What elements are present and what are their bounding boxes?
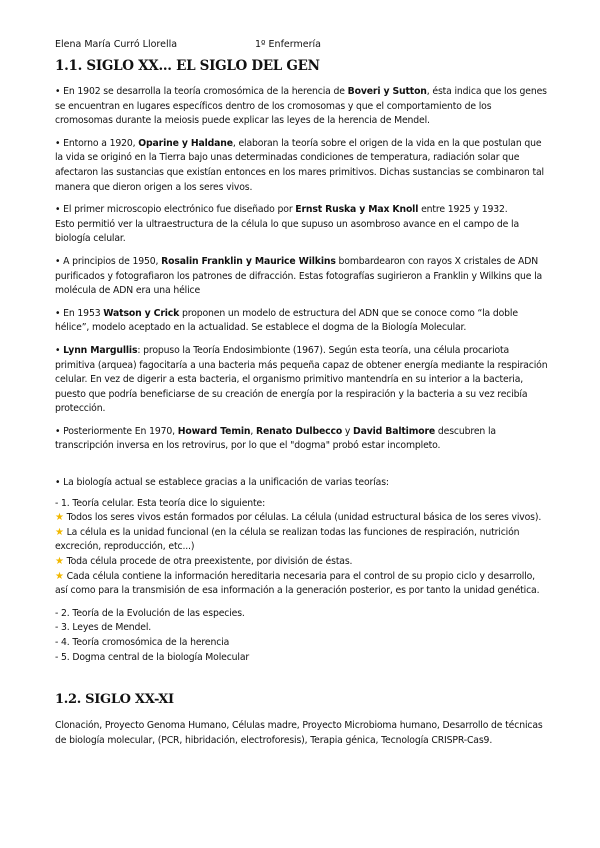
document-page bbox=[55, 38, 550, 756]
list-item: - 4. Teoría cromosómica de la herencia bbox=[55, 637, 230, 648]
paragraph-watson-crick: • En 1953 Watson y Crick proponen un modelo de estructura del ADN que se conoce como “la doble hélice”, modelo aceptado en la actualidad. Se establece el dogma de la Biología Molecular. bbox=[55, 307, 518, 334]
paragraph-boveri-sutton: • En 1902 se desarrolla la teoría cromosómica de la herencia de Boveri y Sutton, ésta indica que los genes se encuentran en lugares específicos dentro de los cromosomas y que el comportamiento de los cromosomas durante la meiosis puede explicar las leyes de la herencia de Mendel. bbox=[55, 86, 547, 127]
cell-theory-point-3: ★ Toda célula procede de otra preexistente, por división de éstas. bbox=[55, 556, 353, 568]
paragraph-electron-microscope: • El primer microscopio electrónico fue diseñado por Ernst Ruska y Max Knoll entre 1925 y 1932. Esto permitió ver la ultraestructura de la célula lo que supuso un asombroso avance en el campo de la biología celular. bbox=[55, 204, 520, 245]
author-name: Elena María Curró Llorella bbox=[55, 39, 178, 50]
section-2-title: 1.2. SIGLO XX-XI bbox=[55, 692, 174, 708]
star-icon: ★ bbox=[55, 570, 64, 582]
unification-intro: • La biología actual se establece gracias a la unificación de varias teorías: bbox=[55, 477, 389, 489]
section-1-title: 1.1. SIGLO XX... EL SIGLO DEL GEN bbox=[55, 58, 320, 74]
list-item: - 5. Dogma central de la biología Molecular bbox=[55, 651, 250, 663]
star-icon: ★ bbox=[55, 512, 64, 524]
paragraph-21st-century: Clonación, Proyecto Genoma Humano, Células madre, Proyecto Microbioma humano, Desarrollo de técnicas de biología molecular, (PCR, hibridación, electroforesis), Terapia génica, Tecnología CRISPR-Cas9. bbox=[55, 720, 543, 746]
list-item: - 3. Leyes de Mendel. bbox=[55, 622, 152, 634]
cell-theory-point-2: ★ La célula es la unidad funcional (en la célula se realizan todas las funciones de respiración, nutrición excreción, reproducción, etc...) bbox=[55, 526, 520, 553]
cell-theory-point-4: ★ Cada célula contiene la información hereditaria necesaria para el control de su propio ciclo y desarrollo, así como para la transmisión de esa información a la generación posterior, es por tanto la unidad genética. bbox=[55, 570, 540, 597]
paragraph-margullis: • Lynn Margullis: propuso la Teoría Endosimbionte (1967). Según esta teoría, una célula procariota primitiva (arquea) fagocitaría a una bacteria más pequeña capaz de obtener energía mediante la respiración celular. En vez de digerir a esta bacteria, el organismo primitivo mantendría en su interior a la bacteria, puesto que podría beneficiarse de su creación de energía por la respiración y la bacteria a su vez recibía protección. bbox=[55, 344, 548, 415]
theories-list bbox=[55, 607, 550, 665]
star-icon: ★ bbox=[55, 526, 64, 538]
cell-theory-heading: - 1. Teoría celular. Esta teoría dice lo siguiente: bbox=[55, 497, 266, 509]
paragraph-oparine-haldane: • Entorno a 1920, Oparine y Haldane, elaboran la teoría sobre el origen de la vida en la que postulan que la vida se originó en la Tierra bajo unas determinadas condiciones de temperatura, radiación solar que afectaron las sustancias que existían entonces en los mares primitivos. Dichas sustancias se combinaron tal manera que dieron origen a los seres vivos. bbox=[55, 137, 544, 193]
cell-theory-point-1: ★ Todos los seres vivos están formados por células. La célula (unidad estructural básica de los seres vivos). bbox=[55, 512, 542, 524]
document-header bbox=[55, 38, 550, 51]
paragraph-reverse-transcription: • Posteriormente En 1970, Howard Temin, Renato Dulbecco y David Baltimore descubren la transcripción inversa en los retrovirus, por lo que el "dogma" probó estar incompleto. bbox=[55, 425, 496, 452]
course-name: 1º Enfermería bbox=[255, 39, 321, 50]
paragraph-franklin-wilkins: • A principios de 1950, Rosalin Franklin y Maurice Wilkins bombardearon con rayos X cristales de ADN purificados y fotografiaron los patrones de difracción. Estas fotografías sugirieron a Franklin y Wilkins que la molécula de ADN era una hélice bbox=[55, 255, 543, 297]
unification-block bbox=[55, 476, 550, 665]
star-icon: ★ bbox=[55, 556, 64, 568]
list-item: - 2. Teoría de la Evolución de las especies. bbox=[55, 607, 245, 619]
